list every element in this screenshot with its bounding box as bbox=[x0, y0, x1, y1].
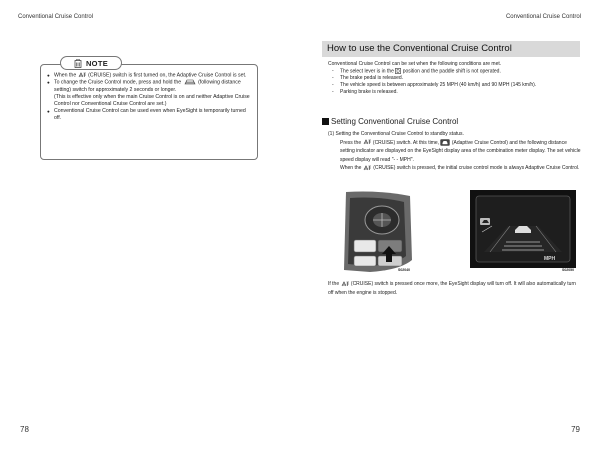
page-number-left: 78 bbox=[20, 425, 29, 434]
cruise-switch-icon bbox=[363, 139, 372, 145]
note-title: NOTE bbox=[85, 58, 109, 68]
running-head-right: Conventional Cruise Control bbox=[505, 14, 581, 20]
note-tab bbox=[60, 56, 122, 70]
steering-switch-illustration bbox=[340, 190, 414, 274]
step-1 bbox=[328, 130, 582, 173]
adaptive-cruise-indicator-icon bbox=[440, 139, 450, 146]
image-code-2: S02050 bbox=[562, 268, 575, 272]
note-item-2: ● To change the Cruise Control mode, press and hold the (following distance setting) switch for approximately 2 seconds or longer. (This is effective only when the main Cruise Control is on and neither Adaptive Cruise Control nor Conventional Cruise Control are set.) bbox=[47, 79, 251, 107]
d-position-icon bbox=[395, 68, 401, 74]
conditions-list bbox=[328, 68, 582, 96]
note-icon bbox=[74, 59, 82, 68]
following-distance-switch-icon bbox=[183, 79, 197, 85]
step-1-heading: (1) Setting the Conventional Cruise Control to standby status. bbox=[328, 131, 464, 137]
image-code-1: S02040 bbox=[398, 268, 411, 272]
subsection-heading: Setting Conventional Cruise Control bbox=[322, 117, 458, 126]
intro-text: Conventional Cruise Control can be set when the following conditions are met. bbox=[328, 61, 502, 67]
cruise-switch-icon bbox=[78, 72, 87, 78]
note-item-1: ● When the (CRUISE) switch is first turned on, the Adaptive Cruise Control is set. bbox=[47, 72, 251, 79]
eyesight-display-illustration bbox=[470, 190, 576, 268]
running-head-left: Conventional Cruise Control bbox=[18, 14, 94, 20]
note-box bbox=[40, 64, 258, 160]
cruise-switch-icon bbox=[363, 165, 372, 171]
intro-block bbox=[328, 61, 582, 96]
display-speed-unit: MPH bbox=[544, 256, 556, 262]
step-1-paragraph-2: When the (CRUISE) switch is pressed, the initial cruise control mode is always Adaptive Cruise Control. bbox=[340, 165, 580, 171]
note-item-3: ● Conventional Cruise Control can be used even when EyeSight is temporarily turned off. bbox=[47, 108, 251, 122]
page-number-right: 79 bbox=[571, 425, 580, 434]
after-paragraph: If the (CRUISE) switch is pressed once more, the EyeSight display will turn off. It will also automatically turn off when the engine is stopped. bbox=[328, 281, 576, 296]
step-1-paragraph-1: Press the (CRUISE) switch. At this time, (Adaptive Cruise Control) and the following distance setting indicator are displayed on the EyeSight display area of the combination meter display. The set vehicle speed display will read "- - MPH". bbox=[340, 139, 581, 163]
condition-item: - The select lever is in the position and the paddle shift is not operated. bbox=[328, 68, 582, 75]
section-title: How to use the Conventional Cruise Control bbox=[322, 41, 580, 57]
note-list bbox=[47, 72, 251, 122]
square-bullet-icon bbox=[322, 118, 329, 125]
cruise-switch-icon bbox=[341, 281, 350, 287]
condition-item: - The brake pedal is released. bbox=[328, 75, 582, 82]
condition-item: - The vehicle speed is between approximately 25 MPH (40 km/h) and 90 MPH (145 km/h). bbox=[328, 82, 582, 89]
condition-item: - Parking brake is released. bbox=[328, 89, 582, 96]
